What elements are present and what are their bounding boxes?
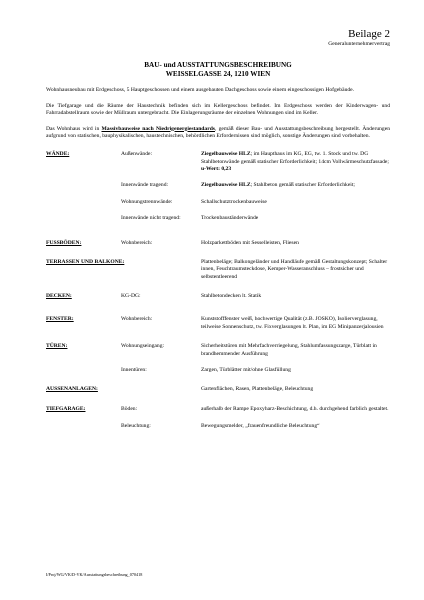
spec-value: Sicherheitstüren mit Mehrfachverriegelung, Stahlumfassungszarge, Türblatt in brandhemmender Ausführung	[201, 343, 377, 357]
spec-row	[46, 215, 390, 222]
section-tiefgarage	[46, 406, 390, 431]
spec-row	[46, 293, 390, 300]
section-fenster	[46, 316, 390, 331]
spec-label: Böden:	[121, 405, 138, 412]
spec-row	[46, 343, 390, 358]
intro-post: , gemäß dieser Bau- und Ausstattungsbeschreibung hergestellt. Änderungen aufgrund von statischen, bauphysikalischen, haustechnischen, behördlichen Erfordernissen sind möglich, sonstige Änderungen sind vorbehalten.	[46, 125, 390, 139]
spec-value: Ziegelbauweise HLZ; im Haupthaus im KG, EG, tw. 1. Stock und tw. DG Stahlbetonwände gemäß statischer Erforderlichkeit; 14cm Vollwärmeschutzfassade; u-Wert: 0,23	[201, 151, 389, 173]
intro-paragraph-2: Die Tiefgarage und die Räume der Haustechnik befinden sich im Kellergeschoss befindet. Im Erdgeschoss werden der Kinderwagen- und Fahrradabstellraum sowie der Müllraum untergebracht. Die Einlagerungsräume der einzelnen Wohnungen sind im Keller.	[46, 102, 390, 117]
spec-label: Innenwände tragend:	[121, 182, 169, 189]
file-path-footer: I/Proj/WG/VK/D-VK/Ausstattungsbeschreibung_070418	[46, 572, 143, 577]
spec-row	[46, 240, 390, 247]
spec-row	[46, 386, 390, 393]
spec-row	[46, 182, 390, 189]
section-decken	[46, 293, 390, 300]
spec-value: Schallschutztrockenbauweise	[201, 198, 267, 205]
spec-row	[46, 151, 390, 173]
document-title	[46, 61, 390, 79]
spec-value: Kunststofffenster weiß, hochwertige Qualität (z.B. JOSKO), Isolierverglasung, teilweise Sonnenschutz, tw. Fixverglasungen lt. Plan, im EG Minipanzerjalousien	[201, 316, 384, 330]
section-waende	[46, 151, 390, 222]
beilage-label: Beilage 2	[348, 28, 390, 40]
spec-row	[46, 199, 390, 206]
spec-label: Außenwände:	[121, 151, 153, 158]
section-heading: FENSTER:	[46, 316, 74, 323]
spec-label: KG-DG:	[121, 293, 141, 300]
spec-row	[46, 406, 390, 413]
spec-value: Plattenbeläge; Balkongeländer und Handläufe gemäß Gestaltungskonzept; Schalter innen, Feuchtraumsteckdose, Kemper-Wasseranschluss – frostsicher und selbstentleerend	[201, 258, 388, 280]
section-heading: WÄNDE:	[46, 151, 70, 158]
intro-paragraph-1: Wohnhausneubau mit Erdgeschoss, 5 Hauptgeschossen und einem ausgebauten Dachgeschoss sowie einem eingeschossigen Hofgebäude.	[46, 87, 355, 94]
spec-label: Beleuchtung:	[121, 423, 151, 430]
spec-label: Innenwände nicht tragend:	[121, 215, 181, 222]
section-aussenanlagen	[46, 386, 390, 393]
spec-value: außerhalb der Rampe Epoxyharz-Beschichtung, d.h. durchgehend farblich gestaltet.	[201, 405, 389, 412]
section-terrassen	[46, 259, 390, 281]
spec-label: Wohnungseingang:	[121, 343, 165, 350]
spec-row	[46, 259, 390, 281]
section-heading: TÜREN:	[46, 343, 68, 350]
intro-emphasis: Massivbauweise nach Niedrigenergiestandards	[101, 125, 215, 132]
intro-pre: Das Wohnhaus wird in	[46, 125, 102, 132]
section-heading: FUSSBÖDEN:	[46, 239, 82, 246]
spec-label: Wohnungstrennwände:	[121, 198, 173, 205]
title-line-1: BAU- und AUSSTATTUNGSBESCHREIBUNG	[144, 61, 292, 70]
spec-value: Gartenflächen, Rasen, Plattenbeläge, Beleuchtung	[201, 386, 314, 393]
section-fussboeden	[46, 240, 390, 247]
intro-paragraph-3	[46, 126, 390, 141]
spec-label: Wohnbereich:	[121, 316, 153, 323]
section-heading: TERRASSEN UND BALKONE:	[46, 258, 125, 265]
spec-value: Holzparkettböden mit Sesselleisten, Fliesen	[201, 239, 299, 246]
spec-label: Wohnbereich:	[121, 239, 153, 246]
section-heading: DECKEN:	[46, 293, 72, 300]
spec-row	[46, 367, 390, 374]
spec-value: Bewegungsmelder, „frauenfreundliche Beleuchtung“	[201, 423, 320, 430]
section-heading: AUSSENANLAGEN:	[46, 386, 98, 393]
spec-row	[46, 316, 390, 331]
spec-row	[46, 423, 390, 430]
section-heading: TIEFGARAGE:	[46, 405, 86, 412]
spec-value: Trockenbauständerwände	[201, 215, 259, 222]
spec-label: Innentüren:	[121, 366, 147, 373]
contract-subtitle: Generalunternehmervertrag	[328, 41, 390, 48]
section-tueren	[46, 343, 390, 374]
title-line-2: WEISSELGASSE 24, 1210 WIEN	[165, 70, 271, 79]
spec-value: Ziegelbauweise HLZ; Stahlbeton gemäß statischer Erforderlichkeit;	[201, 182, 355, 189]
spec-value: Zargen, Türblätter mit/ohne Glasfüllung	[201, 366, 291, 373]
spec-value: Stahlbetondecken lt. Statik	[201, 293, 262, 300]
